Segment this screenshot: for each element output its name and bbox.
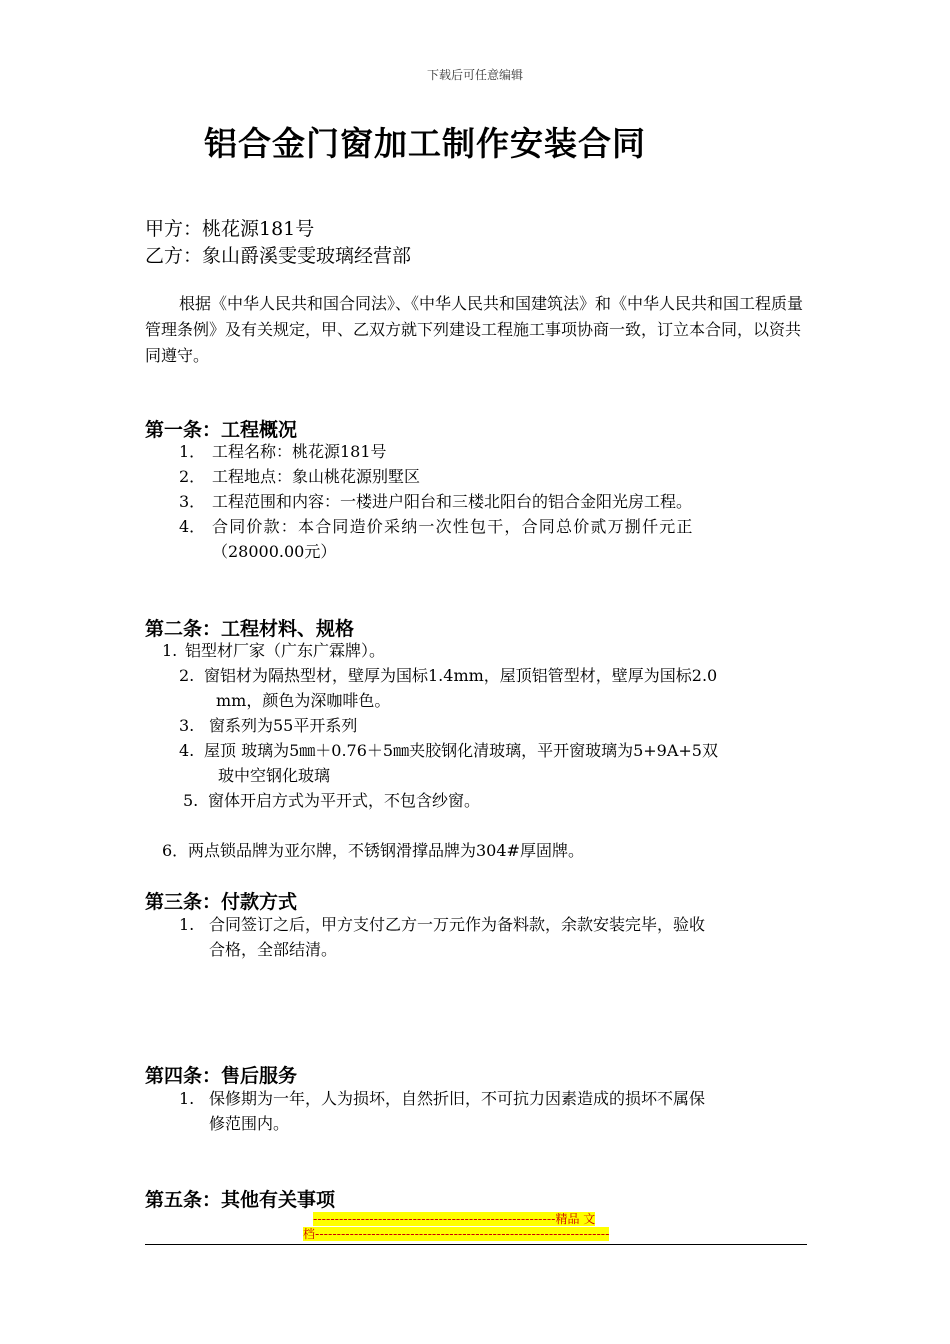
section-1-item-4-cont: （28000.00元） xyxy=(212,542,337,561)
section-5-heading: 第五条：其他有关事项 xyxy=(145,1189,336,1211)
section-2-item-5 xyxy=(183,788,480,814)
item-text: 窗铝材为隔热型材，壁厚为国标1.4mm，屋顶铝管型材，壁厚为国标2.0 xyxy=(204,666,718,685)
item-number: 1. xyxy=(162,641,178,660)
item-number: 3． xyxy=(179,492,206,511)
item-text: 窗体开启方式为平开式，不包含纱窗。 xyxy=(208,791,481,810)
item-number: 2. xyxy=(179,666,195,685)
section-2-item-1 xyxy=(162,638,385,664)
party-b: 乙方：象山爵溪雯雯玻璃经营部 xyxy=(145,245,412,267)
section-2-item-2 xyxy=(179,663,717,689)
section-1-item-2 xyxy=(179,464,420,490)
item-text: 保修期为一年，人为损坏，自然折旧，不可抗力因素造成的损坏不属保 xyxy=(209,1089,706,1108)
item-number: 6． xyxy=(162,841,189,860)
item-number: 4. xyxy=(179,741,195,760)
item-number: 2． xyxy=(179,467,206,486)
item-text: 合同价款：本合同造价采纳一次性包干，合同总价贰万捌仟元正 xyxy=(212,517,694,536)
footer-watermark-line-2: 档-------------------------------------------------------------------- xyxy=(303,1227,610,1241)
document-title: 铝合金门窗加工制作安装合同 xyxy=(204,124,646,163)
section-2-item-6 xyxy=(162,838,584,864)
section-4-item-1-cont: 修范围内。 xyxy=(209,1114,290,1133)
section-3-item-1-cont: 合格，全部结清。 xyxy=(209,940,338,959)
item-text: 工程名称：桃花源181号 xyxy=(212,442,387,461)
section-1-item-3 xyxy=(179,489,692,515)
section-2-heading: 第二条：工程材料、规格 xyxy=(145,618,355,640)
footer-rule xyxy=(145,1244,807,1245)
header-note: 下载后可任意编辑 xyxy=(426,68,523,82)
item-text: 铝型材厂家（广东广霖牌）。 xyxy=(185,641,386,660)
section-1-item-4 xyxy=(179,514,694,540)
section-4-heading: 第四条：售后服务 xyxy=(145,1065,298,1087)
section-1-heading: 第一条：工程概况 xyxy=(145,419,298,441)
item-number: 5. xyxy=(183,791,199,810)
section-2-item-3 xyxy=(179,713,357,739)
item-text: 屋顶 玻璃为5㎜＋0.76＋5㎜夹胶钢化清玻璃，平开窗玻璃为5+9A+5双 xyxy=(204,741,718,760)
intro-paragraph: 根据《中华人民共和国合同法》、《中华人民共和国建筑法》和《中华人民共和国工程质量管理条例》及有关规定，甲、乙双方就下列建设工程施工事项协商一致，订立本合同，以资共同遵守。 xyxy=(145,294,804,365)
item-number: 1. xyxy=(179,915,195,934)
party-a: 甲方：桃花源181号 xyxy=(145,218,315,240)
item-text: 工程地点：象山桃花源别墅区 xyxy=(212,467,421,486)
item-number: 1． xyxy=(179,442,206,461)
section-1-item-1 xyxy=(179,439,387,465)
section-3-heading: 第三条：付款方式 xyxy=(145,891,298,913)
footer-watermark-line-1: --------------------------------------------------------精品 文 xyxy=(313,1212,596,1226)
item-text: 工程范围和内容：一楼进户阳台和三楼北阳台的铝合金阳光房工程。 xyxy=(212,492,693,511)
section-2-item-4-cont: 玻中空钢化玻璃 xyxy=(218,766,331,785)
section-3-item-1 xyxy=(179,912,705,938)
section-2-item-2-cont: mm，颜色为深咖啡色。 xyxy=(216,691,391,710)
section-2-item-4 xyxy=(179,738,718,764)
item-number: 3. xyxy=(179,716,195,735)
item-number: 4． xyxy=(179,517,206,536)
item-text: 合同签订之后，甲方支付乙方一万元作为备料款，余款安装完毕，验收 xyxy=(209,915,706,934)
item-text: 两点锁品牌为亚尔牌，不锈钢滑撑品牌为304#厚固牌。 xyxy=(188,841,584,860)
item-number: 1. xyxy=(179,1089,195,1108)
section-4-item-1 xyxy=(179,1086,705,1112)
item-text: 窗系列为55平开系列 xyxy=(209,716,358,735)
